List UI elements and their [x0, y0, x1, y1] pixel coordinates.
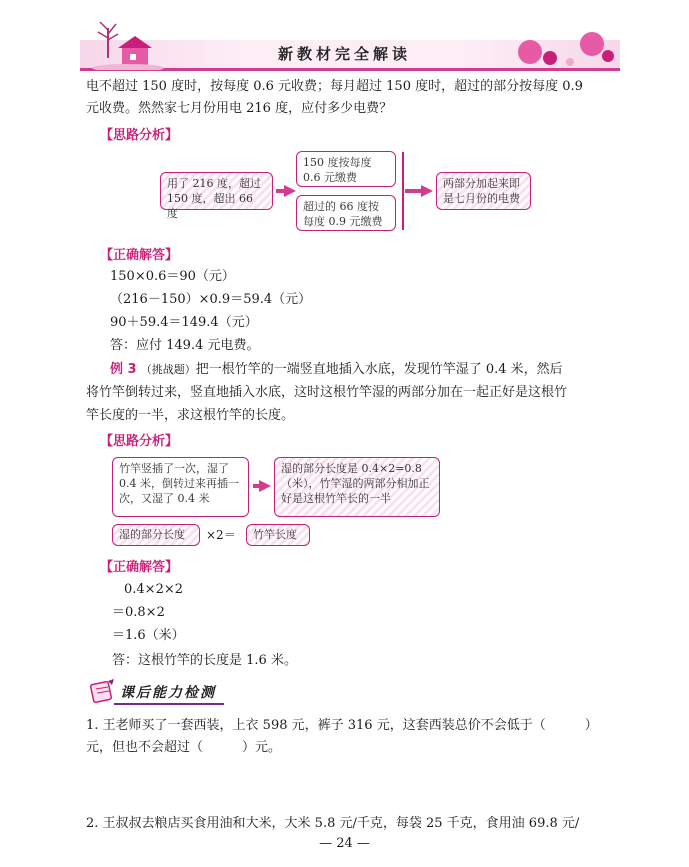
flow-operator: ×2＝	[206, 528, 236, 542]
flow-box-pole-length: 竹竿长度	[246, 524, 310, 546]
flow-arrow-icon	[284, 185, 296, 197]
example-text-line: 竿长度的一半，求这根竹竿的长度。	[86, 408, 295, 423]
page-header-title: 新教材完全解读	[277, 45, 411, 63]
problem-text-line: 电不超过 150 度时，按每度 0.6 元收费；每月超过 150 度时，超过的部分按每度 0.9	[86, 79, 583, 94]
flow-box-usage: 用了 216 度，超过 150 度，超出 66 度	[160, 172, 273, 210]
correct-answer-label: 【正确解答】	[100, 560, 179, 575]
example-tag: （挑战题）	[140, 363, 196, 376]
flow-box-insert-twice: 竹竿竖插了一次，湿了 0.4 米，倒转过来再插一次，又湿了 0.4 米	[112, 457, 249, 517]
flow-box-extra-66: 超过的 66 度按每度 0.9 元缴费	[296, 195, 396, 231]
notebook-icon	[88, 677, 118, 705]
solution-step: ＝1.6（米）	[112, 628, 185, 643]
example-text-line: 将竹竿倒转过来，竖直地插入水底，这时这根竹竿湿的两部分加在一起正好是这根竹	[86, 385, 568, 400]
example-label: 例 3	[110, 362, 137, 377]
exercise-text-line: 元，但也不会超过（ ）元。	[86, 740, 282, 755]
flow-arrow-icon	[421, 185, 433, 197]
solution-step: 90＋59.4＝149.4（元）	[110, 315, 258, 330]
flow-box-first-150: 150 度按每度 0.6 元缴费	[296, 151, 396, 187]
section-underline	[114, 703, 224, 705]
flow-bracket	[402, 152, 404, 230]
solution-answer: 答：这根竹竿的长度是 1.6 米。	[112, 653, 297, 668]
thinking-analysis-label: 【思路分析】	[100, 434, 179, 449]
solution-step: 0.4×2×2	[124, 582, 184, 597]
flow-arrow-icon	[259, 480, 271, 492]
example-text-line: 把一根竹竿的一端竖直地插入水底，发现竹竿湿了 0.4 米，然后	[195, 362, 563, 377]
page-number: — 24 —	[319, 836, 370, 851]
problem-text-line: 元收费。然然家七月份用电 216 度，应付多少电费？	[86, 101, 393, 116]
solution-step: 150×0.6＝90（元）	[110, 269, 235, 284]
solution-step: （216－150）×0.9＝59.4（元）	[110, 292, 312, 307]
correct-answer-label: 【正确解答】	[100, 248, 179, 263]
exercise-text-line: 2. 王叔叔去粮店买食用油和大米，大米 5.8 元/千克，每袋 25 千克，食用油 69.8 元/	[86, 816, 580, 831]
thinking-analysis-label: 【思路分析】	[100, 128, 179, 143]
solution-step: ＝0.8×2	[112, 605, 165, 620]
flow-box-wet-length: 湿的部分长度是 0.4×2=0.8（米），竹竿湿的两部分相加正好是这根竹竿长的一半	[274, 457, 440, 517]
section-title: 课后能力检测	[120, 685, 216, 701]
flow-box-total: 两部分加起来即是七月份的电费	[436, 172, 531, 210]
solution-answer: 答：应付 149.4 元电费。	[110, 338, 260, 353]
flow-box-wet-part: 湿的部分长度	[112, 524, 200, 546]
exercise-text-line: 1. 王老师买了一套西装，上衣 598 元，裤子 316 元，这套西装总价不会低于（ ）	[86, 718, 598, 733]
